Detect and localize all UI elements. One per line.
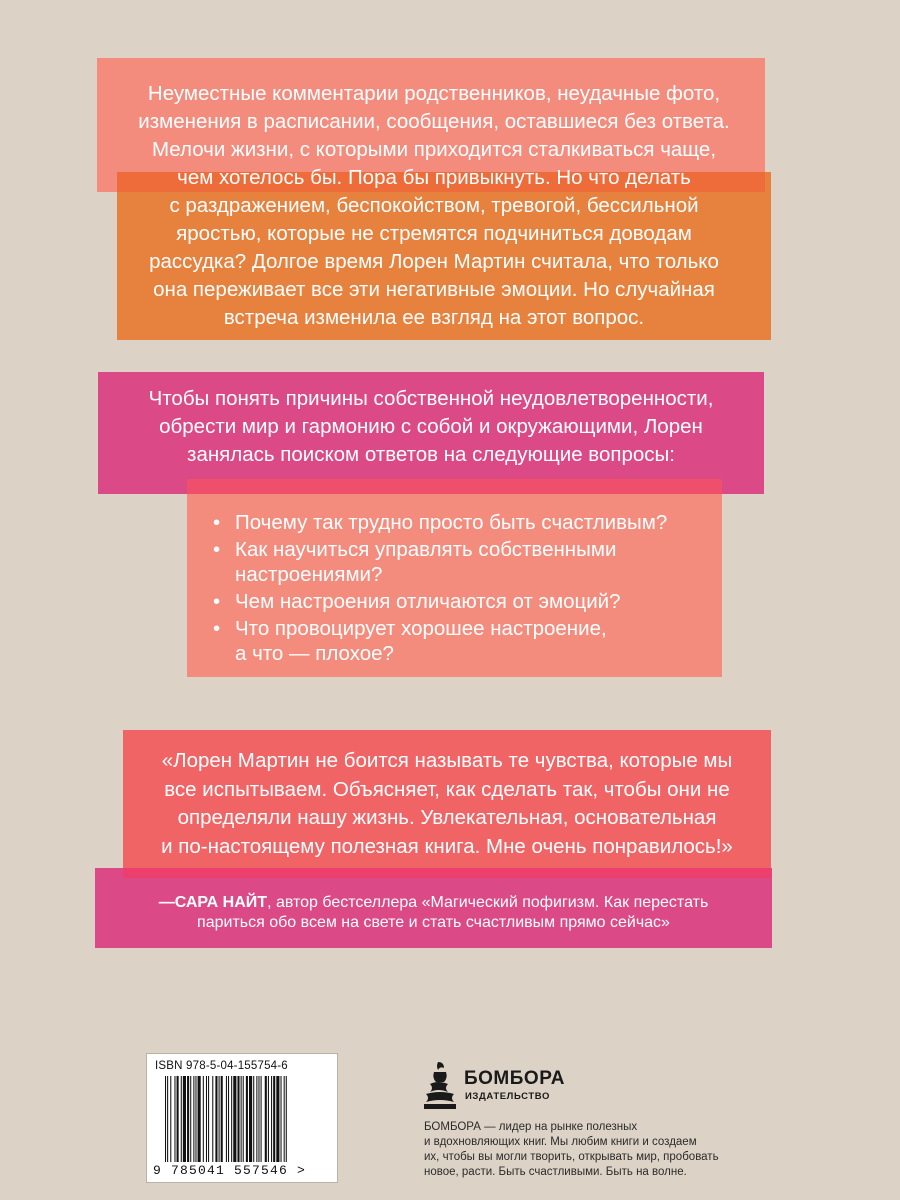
bullet-dot-icon: • <box>213 617 221 640</box>
publisher-desc-line: их, чтобы вы могли творить, открывать мир, пробовать <box>424 1151 719 1163</box>
quote-line: «Лорен Мартин не боится называть те чувства, которые мы <box>161 749 733 772</box>
barcode-digits: 9 785041 557546 > <box>153 1163 307 1178</box>
questions-intro-paragraph <box>98 385 764 469</box>
question-text: настроениями? <box>235 563 383 586</box>
intro-line: Мелочи жизни, с которыми приходится сталкиваться чаще, <box>151 138 717 161</box>
intro-line: яростью, которые не стремятся подчиниться доводам <box>176 222 692 245</box>
intro-line: она переживает все эти негативные эмоции. Но случайная <box>153 278 715 301</box>
intro-paragraph <box>97 80 771 332</box>
intro-line: изменения в расписании, сообщения, оставшиеся без ответа. <box>138 110 730 133</box>
attribution-text: , автор бестселлера «Магический пофигизм. Как перестать <box>267 894 709 911</box>
quote-attribution <box>95 893 772 933</box>
barcode-bars <box>165 1076 321 1162</box>
list-item <box>213 616 713 666</box>
isbn-number: ISBN 978-5-04-155754-6 <box>155 1060 288 1072</box>
list-item <box>213 589 713 614</box>
questions-intro-line: обрести мир и гармонию с собой и окружающими, Лорен <box>159 415 703 438</box>
bullet-dot-icon: • <box>213 538 221 561</box>
question-text: Как научиться управлять собственными <box>235 538 617 561</box>
intro-line: Неуместные комментарии родственников, неудачные фото, <box>147 82 721 105</box>
quote-line: и по-настоящему полезная книга. Мне очень понравилось!» <box>161 834 733 858</box>
bullet-dot-icon: • <box>213 511 221 534</box>
questions-panel-overlap <box>187 479 722 494</box>
list-item <box>213 537 713 587</box>
question-text: Почему так трудно просто быть счастливым? <box>235 511 668 534</box>
list-item <box>213 510 713 535</box>
bullet-dot-icon: • <box>213 590 221 613</box>
publisher-desc-line: и вдохновляющих книг. Мы любим книги и создаем <box>424 1136 697 1148</box>
quote-author: —САРА НАЙТ <box>158 894 268 911</box>
bombora-wave-logo-icon <box>424 1060 458 1110</box>
quote-line: определяли нашу жизнь. Увлекательная, основательная <box>177 806 717 829</box>
publisher-desc-line: новое, расти. Быть счастливыми. Быть на волне. <box>424 1166 687 1178</box>
question-text: а что — плохое? <box>235 642 394 665</box>
questions-intro-line: занялась поиском ответов на следующие вопросы: <box>187 443 675 466</box>
publisher-description <box>424 1120 764 1180</box>
publisher-desc-line: БОМБОРА — лидер на рынке полезных <box>424 1121 638 1133</box>
attribution-text: париться обо всем на свете и стать счастливым прямо сейчас» <box>197 914 670 931</box>
questions-list <box>213 510 713 668</box>
question-text: Чем настроения отличаются от эмоций? <box>235 590 621 613</box>
review-quote <box>123 747 771 861</box>
publisher-subtitle: ИЗДАТЕЛЬСТВО <box>465 1091 550 1102</box>
intro-line: с раздражением, беспокойством, тревогой, бессильной <box>169 194 699 217</box>
isbn-barcode <box>146 1053 338 1183</box>
questions-intro-line: Чтобы понять причины собственной неудовлетворенности, <box>148 387 714 410</box>
quote-line: все испытываем. Объясняет, как сделать так, чтобы они не <box>164 777 730 801</box>
intro-line: рассудка? Долгое время Лорен Мартин считала, что только <box>149 250 719 273</box>
quote-panel-overlap <box>123 868 771 878</box>
question-text: Что провоцирует хорошее настроение, <box>235 617 607 640</box>
intro-line: встреча изменила ее взгляд на этот вопрос. <box>223 306 645 329</box>
intro-line: чем хотелось бы. Пора бы привыкнуть. Но что делать <box>177 166 691 189</box>
publisher-name: БОМБОРА <box>464 1068 565 1089</box>
